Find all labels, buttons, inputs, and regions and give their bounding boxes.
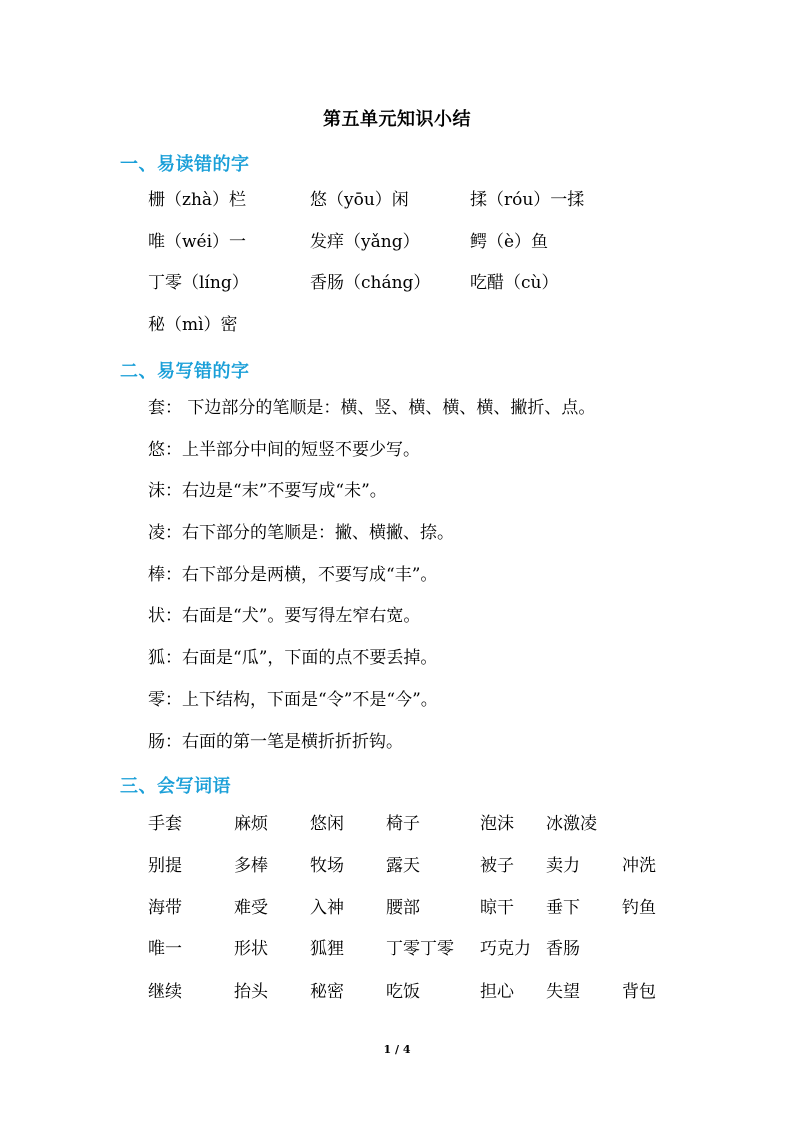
word-item: 背包 xyxy=(622,982,656,1002)
section-heading-3: 三、会写词语 xyxy=(120,776,231,797)
pinyin-item: 香肠（cháng） xyxy=(310,273,431,293)
word-item: 被子 xyxy=(480,856,514,876)
writing-note: 棒：右下部分是两横，不要写成“丰”。 xyxy=(148,565,438,585)
pinyin-item: 秘（mì）密 xyxy=(148,315,238,335)
word-item: 抬头 xyxy=(234,982,268,1002)
word-item: 麻烦 xyxy=(234,814,268,834)
writing-note: 套： 下边部分的笔顺是：横、竖、横、横、横、撇折、点。 xyxy=(148,398,596,418)
word-item: 丁零丁零 xyxy=(386,939,454,959)
word-item: 担心 xyxy=(480,982,514,1002)
writing-note: 沫：右边是“末”不要写成“未”。 xyxy=(148,481,387,501)
writing-note: 零：上下结构，下面是“令”不是“今”。 xyxy=(148,690,438,710)
pinyin-item: 吃醋（cù） xyxy=(470,273,559,293)
pinyin-item: 栅（zhà）栏 xyxy=(148,190,247,210)
page-title: 第五单元知识小结 xyxy=(323,109,471,130)
word-item: 香肠 xyxy=(546,939,580,959)
writing-note: 状：右面是“犬”。要写得左窄右宽。 xyxy=(148,606,421,626)
pinyin-item: 发痒（yǎng） xyxy=(310,232,420,252)
word-item: 唯一 xyxy=(148,939,182,959)
writing-note: 狐：右面是“瓜”，下面的点不要丢掉。 xyxy=(148,648,438,668)
section-heading-2: 二、易写错的字 xyxy=(120,361,250,382)
word-item: 入神 xyxy=(310,898,344,918)
word-item: 失望 xyxy=(546,982,580,1002)
pinyin-item: 鳄（è）鱼 xyxy=(470,232,549,252)
word-item: 露天 xyxy=(386,856,420,876)
word-item: 巧克力 xyxy=(480,939,531,959)
pinyin-item: 唯（wéi）一 xyxy=(148,232,247,252)
word-item: 海带 xyxy=(148,898,182,918)
section-heading-1: 一、易读错的字 xyxy=(120,154,250,175)
word-item: 腰部 xyxy=(386,898,420,918)
word-item: 椅子 xyxy=(386,814,420,834)
page-number: 1 / 4 xyxy=(383,1043,411,1056)
word-item: 垂下 xyxy=(546,898,580,918)
word-item: 冰激凌 xyxy=(546,814,597,834)
pinyin-item: 揉（róu）一揉 xyxy=(470,190,585,210)
word-item: 吃饭 xyxy=(386,982,420,1002)
word-item: 多棒 xyxy=(234,856,268,876)
word-item: 冲洗 xyxy=(622,856,656,876)
word-item: 悠闲 xyxy=(310,814,344,834)
word-item: 手套 xyxy=(148,814,182,834)
word-item: 难受 xyxy=(234,898,268,918)
pinyin-item: 悠（yōu）闲 xyxy=(310,190,409,210)
word-item: 钓鱼 xyxy=(622,898,656,918)
word-item: 继续 xyxy=(148,982,182,1002)
writing-note: 悠：上半部分中间的短竖不要少写。 xyxy=(148,440,420,460)
word-item: 秘密 xyxy=(310,982,344,1002)
word-item: 晾干 xyxy=(480,898,514,918)
pinyin-item: 丁零（líng） xyxy=(148,273,249,293)
word-item: 牧场 xyxy=(310,856,344,876)
writing-note: 凌：右下部分的笔顺是：撇、横撇、捺。 xyxy=(148,523,454,543)
word-item: 别提 xyxy=(148,856,182,876)
word-item: 狐狸 xyxy=(310,939,344,959)
word-item: 泡沫 xyxy=(480,814,514,834)
writing-note: 肠：右面的第一笔是横折折折钩。 xyxy=(148,732,403,752)
word-item: 卖力 xyxy=(546,856,580,876)
word-item: 形状 xyxy=(234,939,268,959)
